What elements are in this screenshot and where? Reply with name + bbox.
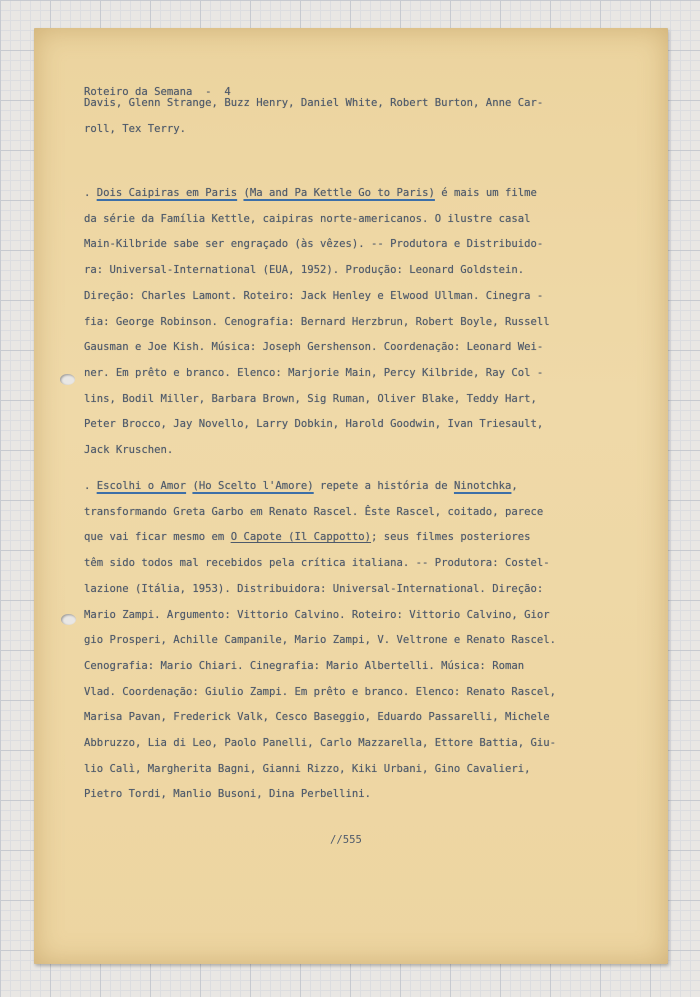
text-line: ra: Universal-International (EUA, 1952). Produção: Leonard Goldstein.: [84, 264, 525, 277]
text-line: que vai ficar mesmo em: [84, 531, 231, 544]
page-folio: //555: [330, 834, 362, 846]
text-line: fia: George Robinson. Cenografia: Bernard Herzbrun, Robert Boyle, Russell: [84, 315, 550, 328]
punch-hole: [60, 374, 75, 385]
intro-paragraph: [84, 91, 644, 142]
punch-hole: [61, 614, 76, 625]
text-line: Cenografia: Mario Chiari. Cinegrafia: Mario Albertelli. Música: Roman: [84, 659, 525, 672]
text-line: roll, Tex Terry.: [84, 122, 187, 135]
text-line: Abbruzzo, Lia di Leo, Paolo Panelli, Carlo Mazzarella, Ettore Battia, Giu-: [84, 737, 556, 750]
text-line: Jack Kruschen.: [84, 444, 174, 457]
typewritten-page: [34, 28, 668, 964]
page-header: Roteiro da Semana - 4: [84, 86, 231, 98]
text-line: gio Prosperi, Achille Campanile, Mario Zampi, V. Veltrone e Renato Rascel.: [84, 634, 556, 647]
text-line: Direção: Charles Lamont. Roteiro: Jack Henley e Elwood Ullman. Cinegra -: [84, 289, 544, 302]
film-title-original: (Ho Scelto l'Amore): [192, 480, 314, 492]
text-line: Main-Kilbride sabe ser engraçado (às vêzes). -- Produtora e Distribuido-: [84, 238, 544, 251]
text-line: Mario Zampi. Argumento: Vittorio Calvino. Roteiro: Vittorio Calvino, Gior: [84, 608, 550, 621]
text-line: ,: [511, 480, 518, 492]
film-title-pt: Dois Caipiras em Paris: [96, 187, 238, 199]
text-line: Vlad. Coordenação: Giulio Zampi. Em prêto e branco. Elenco: Renato Rascel,: [84, 685, 556, 698]
text-line: ; seus filmes posteriores: [371, 531, 531, 544]
text-line: Pietro Tordi, Manlio Busoni, Dina Perbellini.: [84, 788, 372, 801]
text-line: repete a história de: [313, 480, 454, 492]
bullet: .: [84, 480, 97, 492]
text-line: Marisa Pavan, Frederick Valk, Cesco Baseggio, Eduardo Passarelli, Michele: [84, 711, 550, 724]
text-line: da série da Família Kettle, caipiras norte-americanos. O ilustre casal: [84, 212, 531, 225]
bullet: .: [84, 187, 97, 199]
text-line: Gausman e Joe Kish. Música: Joseph Gershenson. Coordenação: Leonard Wei-: [84, 341, 544, 354]
text-line: lins, Bodil Miller, Barbara Brown, Sig Ruman, Oliver Blake, Teddy Hart,: [84, 392, 537, 405]
text-line: Davis, Glenn Strange, Buzz Henry, Daniel White, Robert Burton, Anne Car-: [84, 97, 544, 109]
text-line: transformando Greta Garbo em Renato Rascel. Êste Rascel, coitado, parece: [84, 505, 544, 518]
text-line: lazione (Itália, 1953). Distribuidora: Universal-International. Direção:: [84, 582, 544, 595]
referenced-film-title: Ninotchka: [453, 480, 512, 492]
text-line: Peter Brocco, Jay Novello, Larry Dobkin, Harold Goodwin, Ivan Triesault,: [84, 418, 544, 431]
text-line: têm sido todos mal recebidos pela crítica italiana. -- Produtora: Costel-: [84, 557, 550, 570]
referenced-film-title: O Capote (Il Cappotto): [230, 531, 372, 544]
film-entry-ho-scelto-lamore: [84, 474, 644, 808]
text-line: ner. Em prêto e branco. Elenco: Marjorie Main, Percy Kilbride, Ray Col -: [84, 366, 544, 379]
text-line: é mais um filme: [434, 187, 537, 199]
text-line: lio Calì, Margherita Bagni, Gianni Rizzo, Kiki Urbani, Gino Cavalieri,: [84, 762, 531, 775]
film-title-original: (Ma and Pa Kettle Go to Paris): [243, 187, 435, 199]
film-entry-ma-and-pa-kettle: [84, 181, 644, 464]
film-title-pt: Escolhi o Amor: [96, 480, 187, 492]
